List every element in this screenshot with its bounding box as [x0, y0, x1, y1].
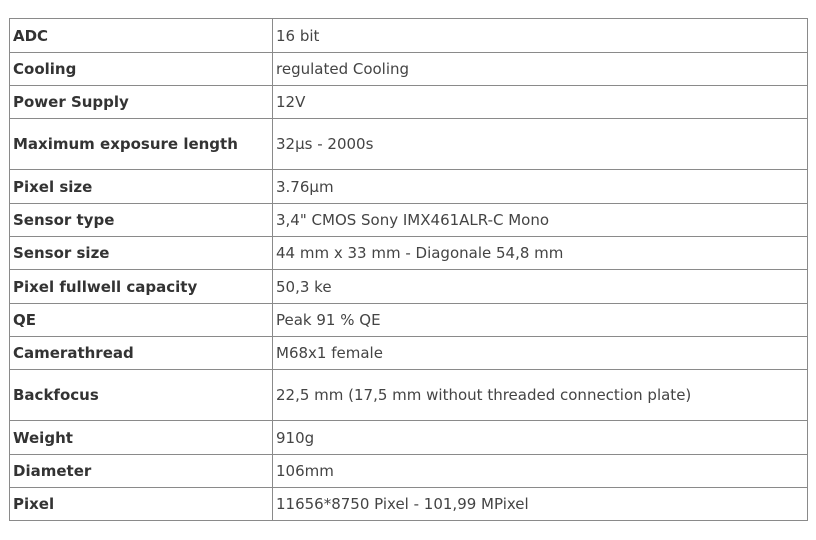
spec-label: Diameter	[10, 455, 273, 488]
spec-label: Power Supply	[10, 86, 273, 119]
table-row	[10, 488, 808, 521]
spec-value: 22,5 mm (17,5 mm without threaded connection plate)	[273, 370, 808, 421]
table-row	[10, 237, 808, 270]
spec-value: Peak 91 % QE	[273, 304, 808, 337]
spec-value: 106mm	[273, 455, 808, 488]
table-row	[10, 170, 808, 204]
spec-label: Weight	[10, 421, 273, 455]
spec-label: QE	[10, 304, 273, 337]
spec-value: 11656*8750 Pixel - 101,99 MPixel	[273, 488, 808, 521]
table-row	[10, 370, 808, 421]
table-row	[10, 455, 808, 488]
spec-value: 12V	[273, 86, 808, 119]
spec-label: Pixel size	[10, 170, 273, 204]
table-row	[10, 421, 808, 455]
spec-value: regulated Cooling	[273, 53, 808, 86]
spec-label: Sensor size	[10, 237, 273, 270]
spec-label: Pixel fullwell capacity	[10, 270, 273, 304]
spec-value: 3,4" CMOS Sony IMX461ALR-C Mono	[273, 204, 808, 237]
table-row	[10, 270, 808, 304]
spec-label: Pixel	[10, 488, 273, 521]
table-row	[10, 119, 808, 170]
spec-value: 910g	[273, 421, 808, 455]
spec-value: M68x1 female	[273, 337, 808, 370]
spec-label: Backfocus	[10, 370, 273, 421]
table-row	[10, 337, 808, 370]
spec-value: 16 bit	[273, 19, 808, 53]
table-row	[10, 304, 808, 337]
spec-label: ADC	[10, 19, 273, 53]
spec-label: Camerathread	[10, 337, 273, 370]
table-row	[10, 86, 808, 119]
table-row	[10, 19, 808, 53]
spec-label: Cooling	[10, 53, 273, 86]
spec-value: 3.76µm	[273, 170, 808, 204]
specifications-table	[9, 18, 808, 521]
table-row	[10, 204, 808, 237]
table-row	[10, 53, 808, 86]
spec-label: Maximum exposure length	[10, 119, 273, 170]
spec-value: 50,3 ke	[273, 270, 808, 304]
spec-value: 32µs - 2000s	[273, 119, 808, 170]
spec-label: Sensor type	[10, 204, 273, 237]
spec-value: 44 mm x 33 mm - Diagonale 54,8 mm	[273, 237, 808, 270]
